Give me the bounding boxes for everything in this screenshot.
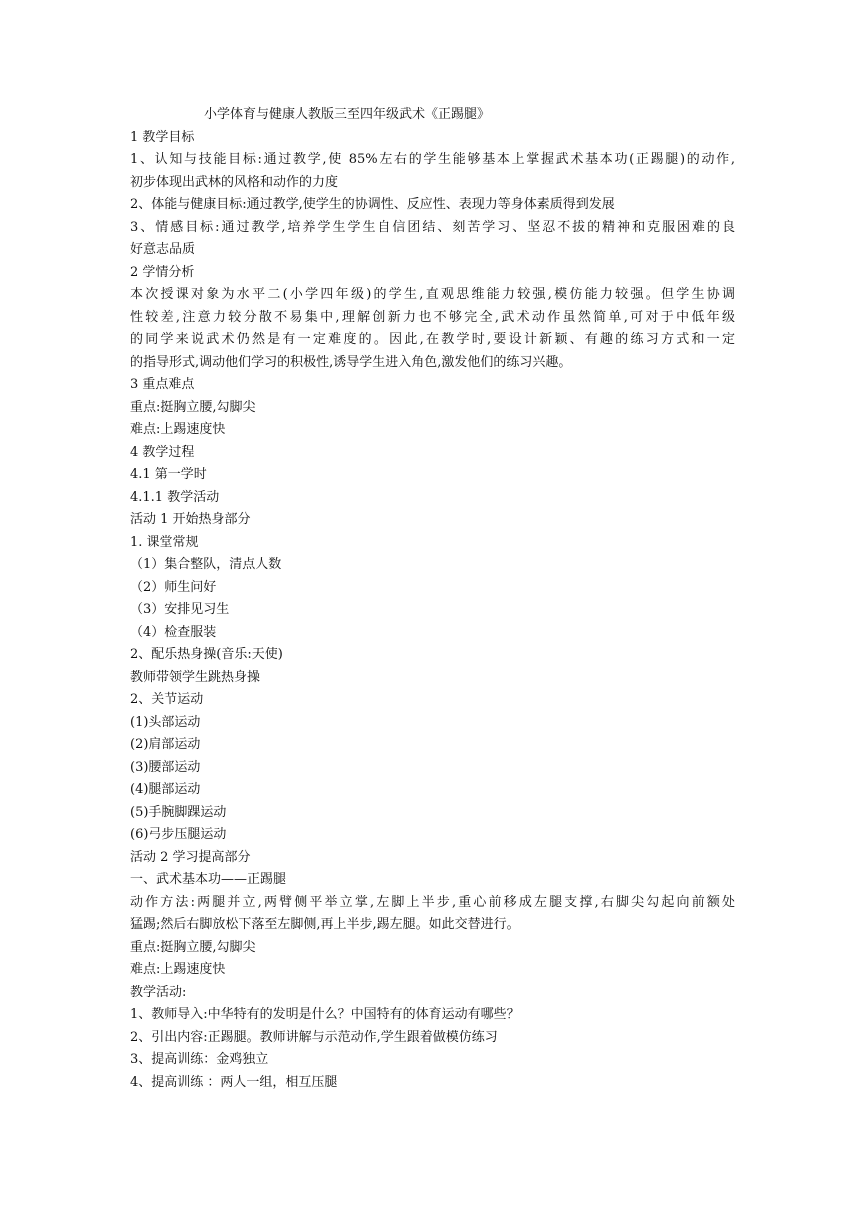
- document-page: [130, 104, 735, 1094]
- list-item: 一、武术基本功——正踢腿: [130, 872, 287, 887]
- list-item: 教学活动:: [130, 984, 187, 1000]
- difficulty-point: 难点:上踢速度快: [130, 962, 226, 977]
- list-item: (3)腰部运动: [130, 759, 201, 775]
- list-item: 3、提高训练：金鸡独立: [130, 1052, 269, 1067]
- paragraph-line: 的同学来说武术仍然是有一定难度的。因此,在教学时,要设计新颖、有趣的练习方式和一定: [130, 332, 735, 347]
- method-paragraph: [130, 892, 735, 937]
- list-item: (6)弓步压腿运动: [130, 827, 227, 842]
- paragraph-line: 1、认知与技能目标:通过教学,使 85%左右的学生能够基本上掌握武术基本功(正踢腿)的动作,: [130, 152, 735, 167]
- list-item: 2、引出内容:正踢腿。教师讲解与示范动作,学生跟着做模仿练习: [130, 1029, 498, 1045]
- objective-item-3: [130, 217, 735, 262]
- list-item: 教师带领学生跳热身操: [130, 669, 261, 685]
- list-item: （2）师生问好: [130, 579, 217, 595]
- list-item: 1. 课堂常规: [130, 534, 199, 550]
- paragraph-line: 初步体现出武林的风格和动作的力度: [130, 174, 339, 190]
- section-heading-process: 4 教学过程: [130, 444, 195, 460]
- paragraph-line: 动作方法:两腿并立,两臂侧平举立掌,左脚上半步,重心前移成左腿支撑,右脚尖勾起向前额处: [130, 894, 735, 910]
- paragraph-line: 本次授课对象为水平二(小学四年级)的学生,直观思维能力较强,模仿能力较强。但学生协调: [130, 287, 735, 302]
- list-item: (2)肩部运动: [130, 737, 201, 752]
- subsection-heading: 4.1 第一学时: [130, 467, 207, 482]
- list-item: 4、提高训练 ：两人一组，相互压腿: [130, 1074, 338, 1090]
- list-item: (5)手腕脚踝运动: [130, 804, 227, 820]
- activity-heading: 活动 1 开始热身部分: [130, 512, 251, 527]
- list-item: （3）安排见习生: [130, 602, 230, 617]
- paragraph-line: 3、情感目标:通过教学,培养学生学生自信团结、刻苦学习、坚忍不拔的精神和克服困难的良: [130, 219, 735, 235]
- subsection-heading: 4.1.1 教学活动: [130, 489, 220, 505]
- list-item: 1、教师导入:中华特有的发明是什么？中国特有的体育运动有哪些？: [130, 1007, 520, 1022]
- activity-heading: 活动 2 学习提高部分: [130, 849, 251, 865]
- paragraph-line: 猛踢;然后右脚放松下落至左脚侧,再上半步,踢左腿。如此交替进行。: [130, 917, 520, 932]
- key-point: 重点:挺胸立腰,勾脚尖: [130, 939, 256, 955]
- list-item: 2、配乐热身操(音乐:天使): [130, 647, 283, 662]
- paragraph-line: 性较差,注意力较分散不易集中,理解创新力也不够完全,武术动作虽然简单,可对于中低年级: [130, 309, 735, 325]
- objective-item-1: [130, 149, 735, 194]
- section-heading-key-points: 3 重点难点: [130, 377, 195, 392]
- list-item: (4)腿部运动: [130, 782, 201, 797]
- list-item: （1）集合整队，清点人数: [130, 557, 282, 572]
- objective-item-2: 2、体能与健康目标:通过教学,使学生的协调性、反应性、表现力等身体素质得到发展: [130, 197, 615, 212]
- list-item: （4）检查服装: [130, 624, 217, 640]
- list-item: 2、关节运动: [130, 692, 204, 707]
- section-heading-objectives: 1 教学目标: [130, 129, 195, 145]
- document-title: 小学体育与健康人教版三至四年级武术《正踢腿》: [204, 107, 491, 122]
- section-heading-analysis: 2 学情分析: [130, 264, 195, 280]
- paragraph-line: 好意志品质: [130, 242, 196, 257]
- paragraph-line: 的指导形式,调动他们学习的积极性,诱导学生进入角色,激发他们的练习兴趣。: [130, 354, 572, 370]
- difficulty-point: 难点:上踢速度快: [130, 422, 226, 437]
- analysis-paragraph: [130, 284, 735, 374]
- list-item: (1)头部运动: [130, 714, 201, 730]
- key-point: 重点:挺胸立腰,勾脚尖: [130, 399, 256, 415]
